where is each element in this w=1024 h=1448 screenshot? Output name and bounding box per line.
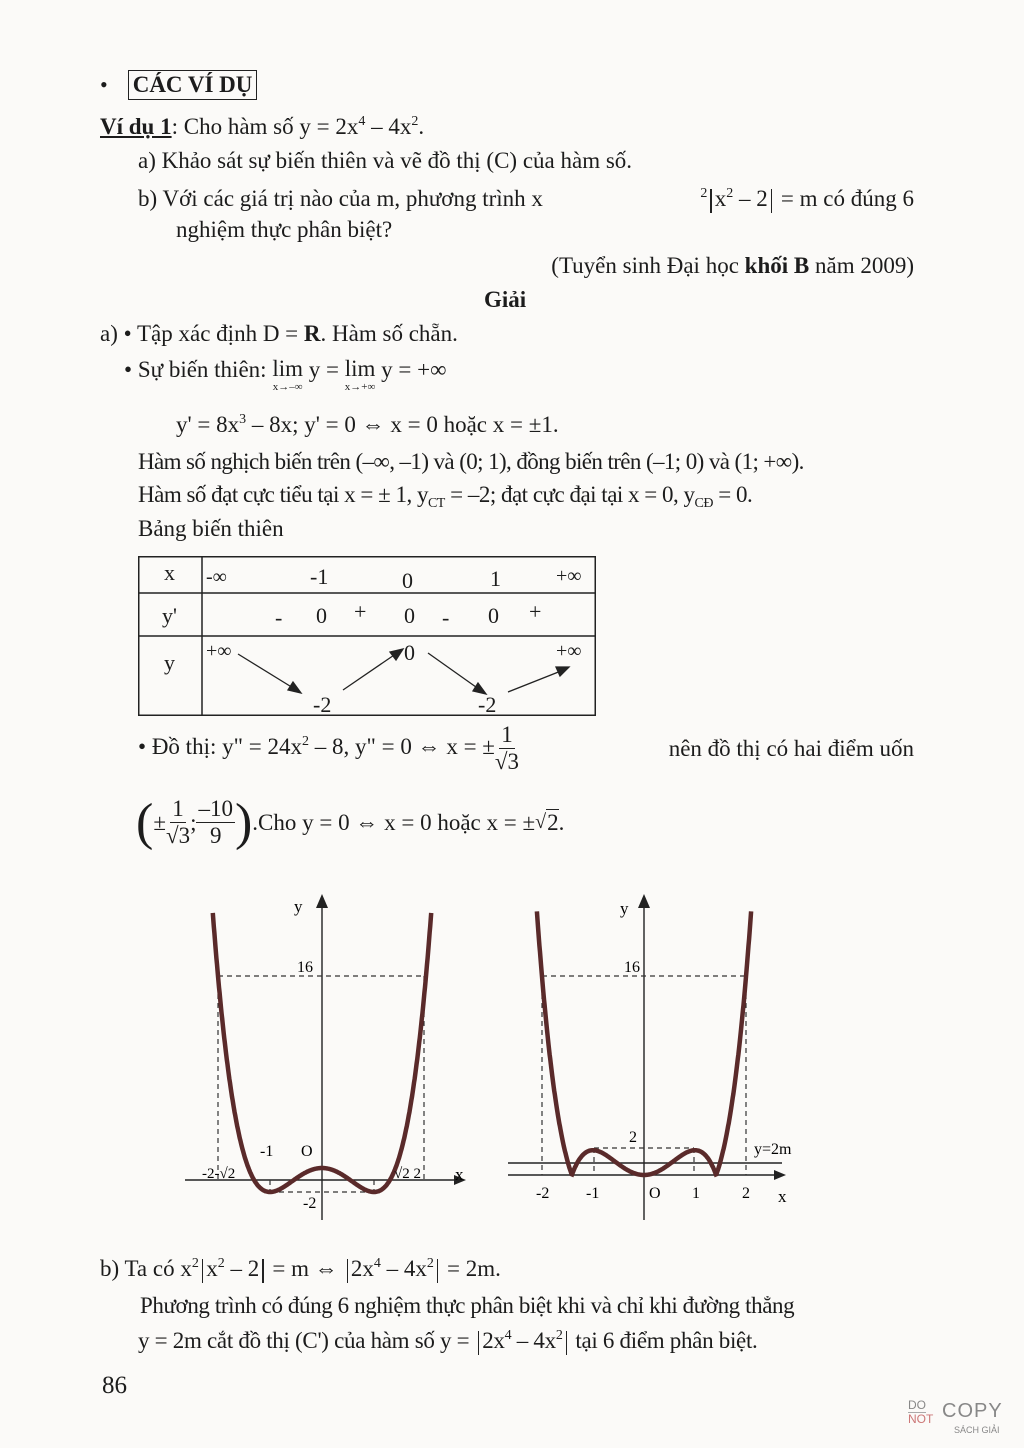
table-cell: +∞ — [556, 640, 582, 662]
sup: 2 — [411, 114, 419, 129]
page-number: 86 — [102, 1372, 127, 1399]
graph-line — [138, 722, 914, 775]
table-cell: + — [354, 599, 367, 624]
t: – 2 — [733, 186, 768, 211]
stamp-not: NOT — [908, 1412, 934, 1426]
t: nên đồ thị có hai điểm uốn — [668, 735, 914, 761]
t: – 2 — [224, 1256, 260, 1281]
domain-line — [100, 321, 458, 347]
t: Sự biến thiên: — [132, 357, 273, 382]
tick-label: 16 — [624, 959, 640, 976]
tick-label: -2 — [536, 1185, 550, 1202]
t: y = 2m cắt đồ thị (C') của hàm số y = — [138, 1328, 475, 1353]
y-axis-arrow-icon — [316, 894, 328, 908]
line-label: y=2m — [754, 1141, 792, 1158]
t: – 4x — [511, 1328, 556, 1353]
abs-bar — [478, 1331, 479, 1355]
graph-left — [185, 894, 466, 1220]
derivative-line — [176, 412, 559, 438]
bullet: • — [138, 733, 147, 759]
table-cell: 0 — [404, 640, 415, 665]
stamp-do: DO — [908, 1398, 926, 1412]
tick-label: 1 — [692, 1185, 700, 1202]
t: x→+∞ — [344, 381, 376, 393]
sup: 2 — [726, 186, 734, 201]
table-cell: 0 — [404, 603, 415, 628]
t: √3 — [494, 749, 520, 774]
table-cell: +∞ — [556, 565, 582, 587]
t: –10 — [198, 796, 233, 821]
example-intro-end: . — [418, 114, 425, 139]
stamp-copy: COPY — [942, 1400, 1003, 1422]
t: = 2m. — [441, 1256, 501, 1281]
sup: 2 — [217, 1256, 225, 1271]
sup: 2 — [700, 186, 708, 201]
part-a: a) Khảo sát sự biến thiên và vẽ đồ thị (C) của hàm số. — [138, 148, 633, 173]
sup: 2 — [191, 1256, 199, 1271]
y-axis-arrow-icon — [638, 894, 650, 908]
t: = –2; đạt cực đại tại x = 0, y — [444, 482, 695, 507]
t: – 4x — [380, 1256, 427, 1281]
abs-bar — [437, 1259, 438, 1283]
t: y = — [302, 357, 345, 382]
t: (Tuyển sinh Đại học — [551, 253, 745, 278]
variation-table — [138, 556, 596, 716]
t: 2x — [482, 1328, 505, 1353]
tick-label: -1 — [586, 1185, 600, 1202]
tick-label: 2 — [742, 1185, 750, 1202]
fraction — [166, 796, 190, 849]
sup: 2 — [426, 1256, 434, 1271]
sqrt-sign: √ — [535, 811, 547, 833]
solution-title: Giải — [484, 287, 527, 312]
t: b) Ta có x — [100, 1256, 192, 1281]
sup: 4 — [373, 1256, 381, 1271]
tick-label: √2 2 — [394, 1166, 421, 1182]
t: √3 — [165, 823, 191, 848]
fraction — [495, 722, 519, 775]
table-cell: 0 — [316, 603, 327, 628]
inflection-line — [136, 793, 565, 851]
table-cell: +∞ — [206, 640, 232, 662]
table-cell: - — [275, 605, 283, 630]
graphs — [170, 880, 850, 1240]
table-cell: 1 — [490, 566, 501, 591]
tick-label: -1 — [260, 1143, 274, 1160]
abs-bar — [262, 1259, 263, 1283]
t: 2 — [547, 810, 559, 835]
t: tại 6 điểm phân biệt. — [569, 1328, 758, 1353]
table-cell: -2 — [478, 692, 497, 717]
section-heading — [100, 70, 257, 100]
t: Hàm số đạt cực tiểu tại x = ± 1, y — [138, 482, 428, 507]
abs-bar — [202, 1259, 203, 1283]
part-b-text: b) Với các giá trị nào của m, phương trình x — [138, 186, 543, 211]
t: = m có đúng 6 — [775, 186, 914, 211]
bullet: • — [124, 357, 133, 382]
t: a) • — [100, 321, 132, 346]
axis-label-y: y — [294, 897, 303, 916]
t: – 8x; y' = 0 ⇔ x = 0 hoặc x = ±1. — [246, 412, 559, 437]
limit-pos — [345, 357, 376, 393]
t: y = +∞ — [375, 357, 447, 382]
axis-label-x: x — [778, 1187, 787, 1206]
t: .Cho y = 0 ⇔ x = 0 hoặc x = ± — [252, 809, 536, 835]
t: khối B — [744, 253, 810, 278]
t: lim — [272, 356, 303, 381]
sub: CĐ — [694, 496, 713, 511]
part-b-line3 — [138, 1328, 757, 1355]
sup: 3 — [239, 412, 247, 427]
tick-label: 16 — [297, 959, 313, 976]
graph-line-left — [138, 722, 519, 775]
table-cell: -∞ — [206, 566, 227, 588]
table-row-label: y — [164, 650, 175, 675]
t: Tập xác định D = — [131, 321, 304, 346]
table-cell: + — [529, 599, 542, 624]
t: 9 — [209, 823, 222, 848]
sup: 2 — [301, 733, 309, 749]
sup: 2 — [555, 1328, 563, 1343]
table-cell: -2 — [313, 692, 332, 717]
example-intro: : Cho hàm số y = 2x — [171, 114, 359, 139]
t: = m ⇔ — [266, 1256, 344, 1281]
paren-close: ) — [234, 793, 253, 851]
t: . — [558, 809, 565, 835]
limit-neg — [272, 357, 303, 393]
t: y' = 8x — [176, 412, 240, 437]
part-b-cont: nghiệm thực phân biệt? — [176, 217, 393, 242]
example-intro-mid: – 4x — [365, 114, 412, 139]
fraction — [196, 796, 235, 849]
abs-bar — [771, 189, 772, 213]
table-row-label: y' — [162, 603, 177, 628]
part-b — [138, 186, 914, 213]
t: 1 — [172, 796, 184, 821]
guide-lines — [218, 976, 424, 1192]
t: x — [206, 1256, 218, 1281]
t: Đồ thị: y" = 24x — [146, 733, 302, 759]
extrema-line — [138, 482, 753, 511]
table-cell: -1 — [310, 564, 329, 589]
source-note — [551, 253, 914, 279]
sup: 4 — [358, 114, 366, 129]
watermark-stamp — [908, 1398, 1008, 1438]
axis-label-y: y — [620, 899, 629, 918]
t: ; — [190, 809, 197, 835]
tick-label: -2-√2 — [202, 1166, 236, 1182]
limits-line — [124, 357, 446, 393]
graph-right — [508, 894, 792, 1220]
table-row-label: x — [164, 560, 175, 585]
part-b-line2: Phương trình có đúng 6 nghiệm thực phân biệt khi và chỉ khi đường thẳng — [140, 1293, 795, 1318]
t: 2x — [350, 1256, 374, 1281]
tick-label: -2 — [303, 1195, 317, 1212]
t: ± — [153, 809, 166, 835]
stamp-brand: SÁCH GIẢI — [954, 1425, 1000, 1435]
sub: CT — [427, 496, 445, 511]
example-label: Ví dụ 1 — [100, 114, 172, 139]
table-cell: 0 — [488, 603, 499, 628]
origin-label: O — [649, 1185, 661, 1202]
t: – 8, y" = 0 ⇔ x = ± — [308, 733, 495, 759]
origin-label: O — [301, 1143, 313, 1160]
part-b-expr — [700, 186, 914, 213]
part-b-answer — [100, 1256, 501, 1283]
t: . Hàm số chẵn. — [320, 321, 458, 346]
axis-label-x: x — [455, 1165, 464, 1184]
t: x — [714, 186, 727, 211]
t: x→–∞ — [272, 381, 303, 393]
abs-bar — [347, 1259, 348, 1283]
t: = 0. — [712, 482, 753, 507]
example-statement — [100, 114, 424, 140]
t: năm 2009) — [809, 253, 914, 278]
section-title: CÁC VÍ DỤ — [128, 70, 258, 100]
x-axis-arrow-icon — [774, 1170, 786, 1180]
abs-bar — [566, 1331, 567, 1355]
abs-bar — [710, 189, 711, 213]
table-title: Bảng biến thiên — [138, 516, 284, 541]
t: R — [303, 321, 321, 346]
sup: 4 — [504, 1328, 512, 1343]
table-cell: - — [442, 605, 450, 630]
t: 1 — [501, 722, 513, 747]
paren-open: ( — [136, 793, 154, 851]
monotonic-line: Hàm số nghịch biến trên (–∞, –1) và (0; 1), đồng biến trên (–1; 0) và (1; +∞). — [138, 449, 804, 474]
tick-label: 2 — [629, 1129, 637, 1146]
t: lim — [344, 356, 376, 381]
bullet: • — [100, 72, 108, 97]
table-cell: 0 — [402, 568, 413, 593]
